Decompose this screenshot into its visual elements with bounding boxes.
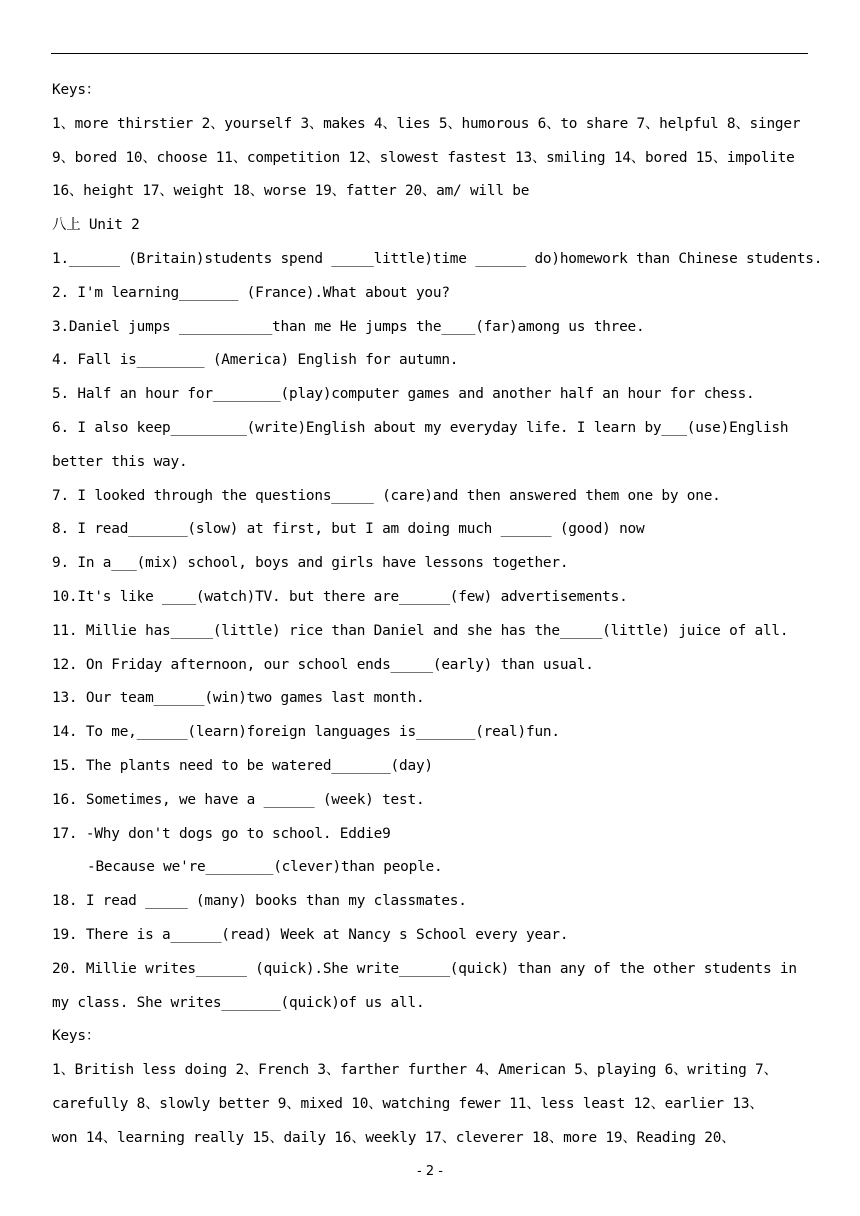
exercise-line: 3.Daniel jumps ___________than me He jumps the____(far)among us three. <box>52 318 645 335</box>
exercise-line: 18. I read _____ (many) books than my classmates. <box>52 893 467 910</box>
exercise-line: 1.______ (Britain)students spend _____little)time ______ do)homework than Chinese students. <box>52 250 823 267</box>
exercise-line: my class. She writes_______(quick)of us all. <box>52 994 425 1011</box>
answer-key-line: 1、more thirstier 2、yourself 3、makes 4、lies 5、humorous 6、to share 7、helpful 8、singer <box>52 115 801 132</box>
answer-key-line: won 14、learning really 15、daily 16、weekly 17、cleverer 18、more 19、Reading 20、 <box>52 1129 736 1146</box>
exercise-line: 9. In a___(mix) school, boys and girls have lessons together. <box>52 555 569 572</box>
exercise-line: 6. I also keep_________(write)English about my everyday life. I learn by___(use)English <box>52 419 789 436</box>
exercise-line: 4. Fall is________ (America) English for autumn. <box>52 352 459 369</box>
answer-key-line: 1、British less doing 2、French 3、farther further 4、American 5、playing 6、writing 7、 <box>52 1062 778 1079</box>
exercise-line: 20. Millie writes______ (quick).She write______(quick) than any of the other students in <box>52 960 797 977</box>
exercise-line: 13. Our team______(win)two games last month. <box>52 690 425 707</box>
exercise-line: 12. On Friday afternoon, our school ends_____(early) than usual. <box>52 656 594 673</box>
exercise-line: 8. I read_______(slow) at first, but I am doing much ______ (good) now <box>52 521 645 538</box>
exercise-line: 11. Millie has_____(little) rice than Daniel and she has the_____(little) juice of all. <box>52 622 789 639</box>
exercise-line: 10.It's like ____(watch)TV. but there are______(few) advertisements. <box>52 588 628 605</box>
exercise-line: 5. Half an hour for________(play)computer games and another half an hour for chess. <box>52 386 755 403</box>
document-body <box>52 74 823 1156</box>
exercise-line: better this way. <box>52 453 188 470</box>
exercise-line: 19. There is a______(read) Week at Nancy s School every year. <box>52 926 569 943</box>
answer-key-line: 16、height 17、weight 18、worse 19、fatter 20、am/ will be <box>52 183 530 200</box>
exercise-line: 14. To me,______(learn)foreign languages is_______(real)fun. <box>52 724 560 741</box>
page-number: - 2 - <box>417 1164 443 1179</box>
exercise-line: 2. I'm learning_______ (France).What about you? <box>52 284 450 301</box>
exercise-line: 7. I looked through the questions_____ (care)and then answered them one by one. <box>52 487 721 504</box>
exercise-line: -Because we're________(clever)than people. <box>87 859 443 876</box>
answer-key-line: carefully 8、slowly better 9、mixed 10、watching fewer 11、less least 12、earlier 13、 <box>52 1095 764 1112</box>
exercise-line: 16. Sometimes, we have a ______ (week) test. <box>52 791 425 808</box>
exercise-line: 15. The plants need to be watered_______(day) <box>52 757 433 774</box>
section-title: 八上 Unit 2 <box>52 217 140 234</box>
keys-heading: Keys： <box>52 82 101 98</box>
exercise-line: 17. -Why don't dogs go to school. Eddie9 <box>52 825 391 842</box>
keys-heading: Keys： <box>52 1028 101 1045</box>
header-rule <box>51 53 808 54</box>
answer-key-line: 9、bored 10、choose 11、competition 12、slowest fastest 13、smiling 14、bored 15、impolite <box>52 149 795 166</box>
